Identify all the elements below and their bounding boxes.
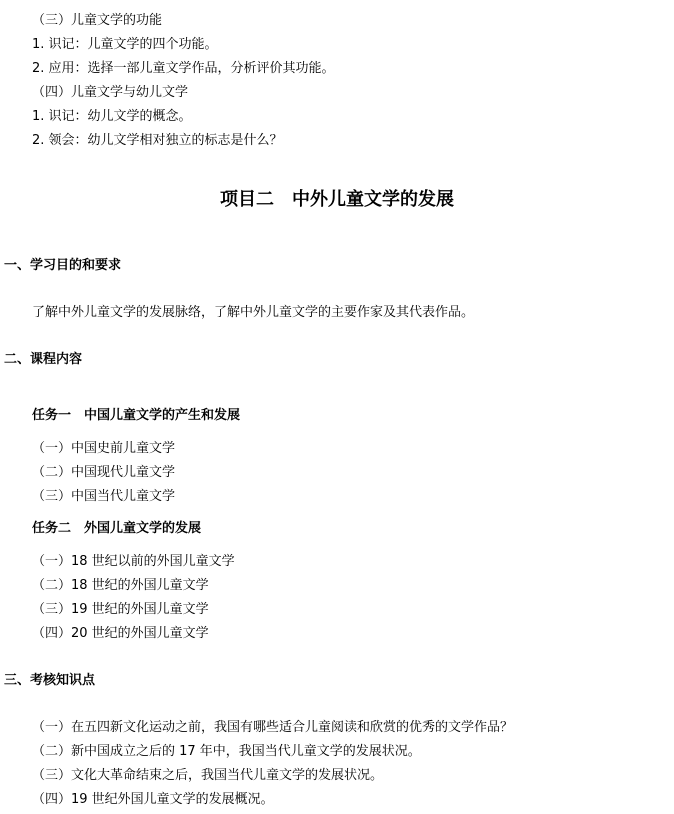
list-item: （二）18 世纪的外国儿童文学 [32, 578, 209, 593]
list-item: （三）中国当代儿童文学 [32, 489, 176, 504]
list-item: （一）在五四新文化运动之前，我国有哪些适合儿童阅读和欣赏的优秀的文学作品？ [32, 720, 514, 735]
task-heading: 任务二 外国儿童文学的发展 [32, 521, 202, 536]
list-item: （四）20 世纪的外国儿童文学 [32, 626, 209, 641]
section-heading: （四）儿童文学与幼儿文学 [32, 85, 189, 100]
list-item: （一）18 世纪以前的外国儿童文学 [32, 554, 235, 569]
part-heading: 一、学习目的和要求 [4, 258, 122, 273]
part-heading: 二、课程内容 [4, 352, 83, 367]
list-item: （二）中国现代儿童文学 [32, 465, 176, 480]
list-item: （三）文化大革命结束之后，我国当代儿童文学的发展状况。 [32, 768, 384, 783]
list-item: （四）19 世纪外国儿童文学的发展概况。 [32, 792, 274, 807]
section-heading: （三）儿童文学的功能 [32, 13, 163, 28]
list-item: （一）中国史前儿童文学 [32, 441, 176, 456]
part-heading: 三、考核知识点 [4, 673, 96, 688]
list-item: 2. 应用：选择一部儿童文学作品，分析评价其功能。 [32, 61, 335, 76]
list-item: （二）新中国成立之后的 17 年中，我国当代儿童文学的发展状况。 [32, 744, 421, 759]
list-item: （三）19 世纪的外国儿童文学 [32, 602, 209, 617]
list-item: 1. 识记：幼儿文学的概念。 [32, 109, 192, 124]
task-heading: 任务一 中国儿童文学的产生和发展 [32, 408, 241, 423]
project-title: 项目二 中外儿童文学的发展 [220, 189, 454, 210]
body-paragraph: 了解中外儿童文学的发展脉络，了解中外儿童文学的主要作家及其代表作品。 [32, 305, 475, 320]
list-item: 2. 领会：幼儿文学相对独立的标志是什么？ [32, 133, 283, 148]
list-item: 1. 识记：儿童文学的四个功能。 [32, 37, 218, 52]
